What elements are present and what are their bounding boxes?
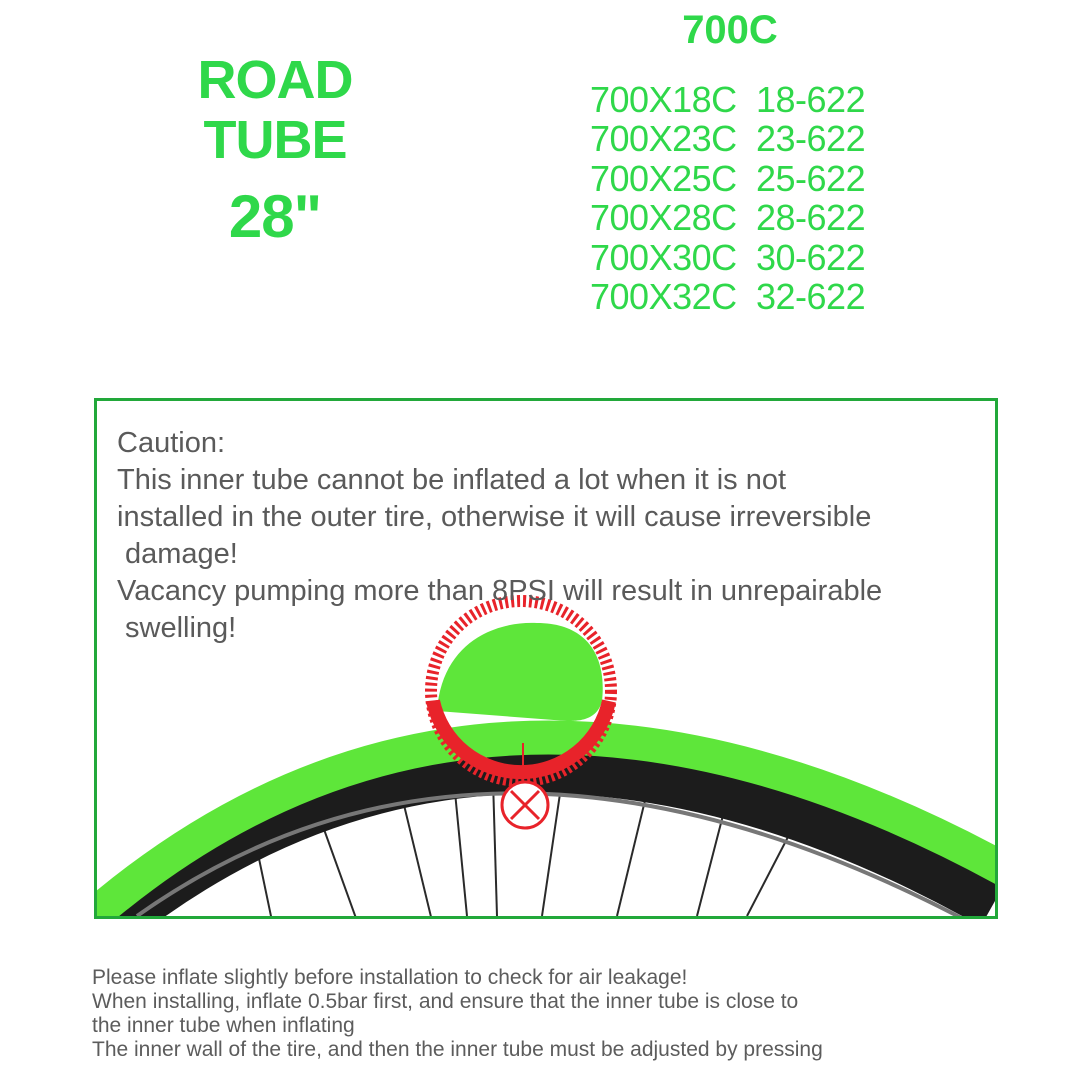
size-header: 700C: [682, 8, 778, 52]
size-row: [590, 159, 865, 198]
title-block: [150, 50, 400, 251]
size-list: [590, 80, 865, 316]
wheel-size-inch: 28": [228, 183, 322, 250]
note-line: When installing, inflate 0.5bar first, and ensure that the inner tube is close to: [92, 990, 799, 1013]
size-row: [590, 238, 865, 277]
caution-line: damage!: [125, 538, 238, 570]
size-code: 28-622: [756, 197, 866, 239]
size-row: [590, 119, 865, 158]
size-code: 23-622: [756, 118, 866, 160]
note-line: Please inflate slightly before installation to check for air leakage!: [92, 966, 688, 989]
size-row: [590, 80, 865, 119]
size-row: [590, 198, 865, 237]
size-code: 18-622: [756, 79, 866, 120]
title-road: ROAD: [197, 50, 353, 110]
size-name: 700X18C: [590, 79, 737, 120]
x-circle-icon: [502, 782, 548, 828]
caution-line: swelling!: [125, 612, 237, 644]
size-code: 30-622: [756, 236, 866, 278]
caution-label: Caution:: [117, 427, 226, 459]
title-tube: TUBE: [203, 110, 347, 170]
caution-panel: [94, 398, 998, 919]
caution-line: installed in the outer tire, otherwise it will cause irreversible: [117, 501, 872, 533]
size-code: 32-622: [756, 275, 866, 317]
note-line: the inner tube when inflating: [92, 1014, 355, 1037]
installation-notes: [92, 966, 1052, 1062]
note-line: The inner wall of the tire, and then the inner tube must be adjusted by pressing: [92, 1038, 823, 1061]
size-name: 700X23C: [590, 118, 737, 160]
size-code: 25-622: [756, 157, 866, 199]
caution-line: Vacancy pumping more than 8PSI will result in unrepairable: [117, 575, 883, 607]
size-row: [590, 277, 865, 316]
size-name: 700X32C: [590, 275, 737, 317]
size-name: 700X28C: [590, 197, 737, 239]
caution-line: This inner tube cannot be inflated a lot when it is not: [117, 464, 787, 496]
size-name: 700X30C: [590, 236, 737, 278]
size-name: 700X25C: [590, 157, 737, 199]
caution-text: [117, 425, 987, 647]
